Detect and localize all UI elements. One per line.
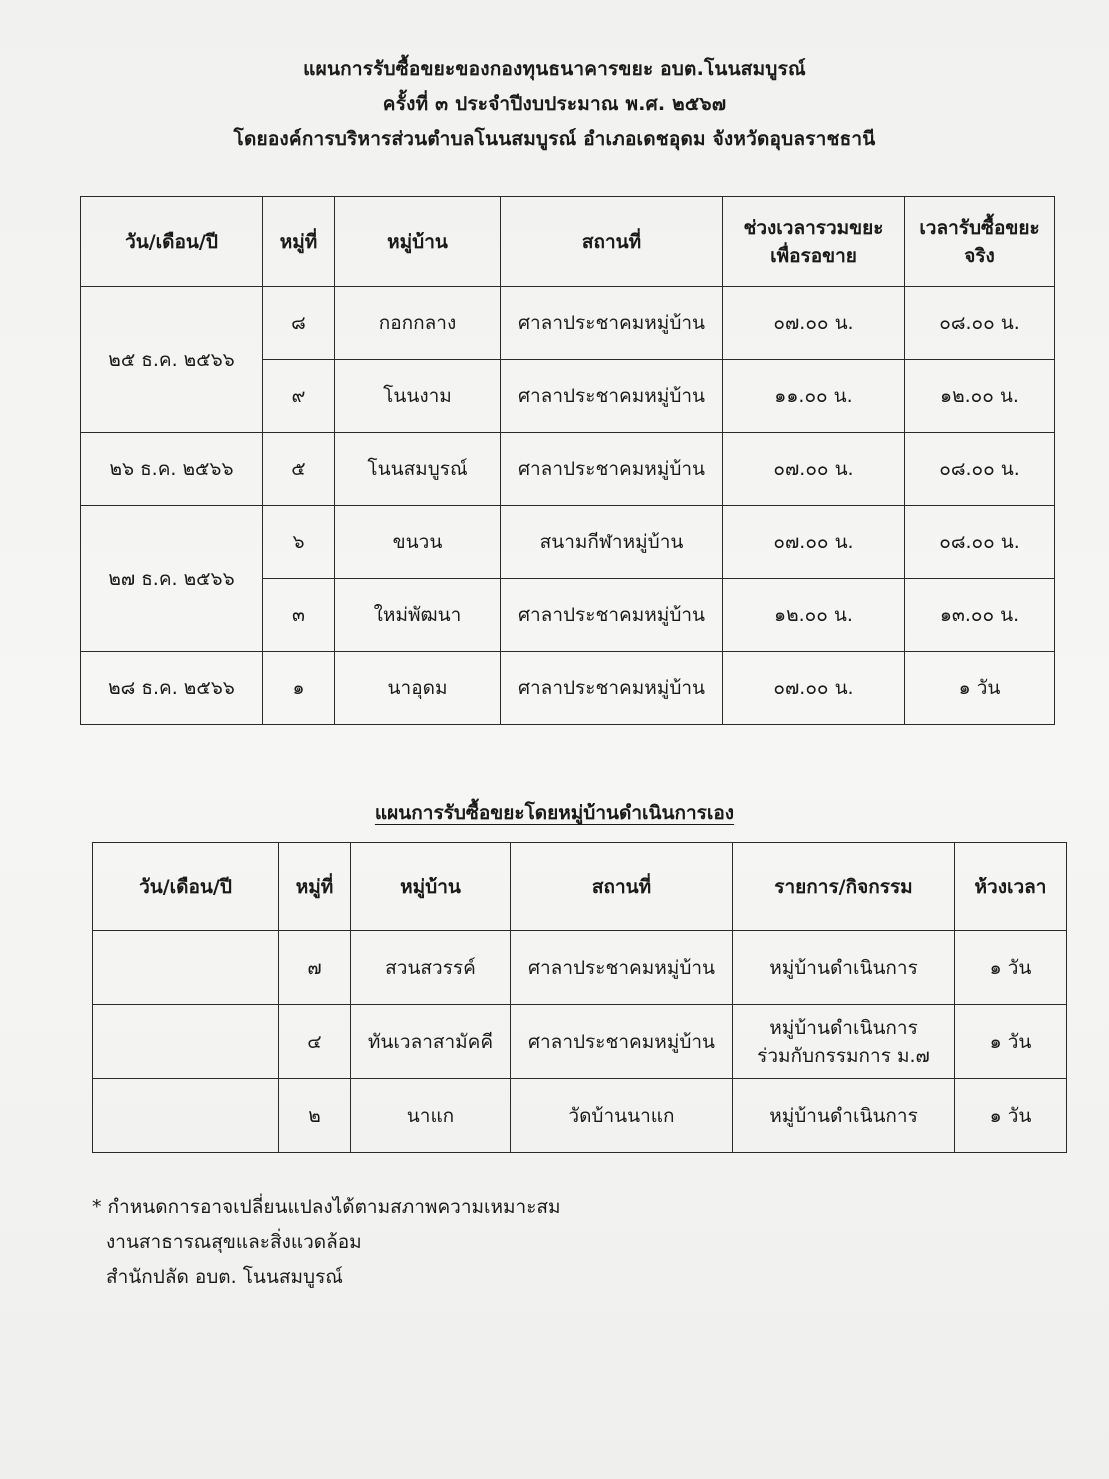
cell-place: ศาลาประชาคมหมู่บ้าน [501, 579, 723, 652]
cell-village: สวนสวรรค์ [351, 931, 511, 1005]
header-collect-time-line1: ช่วงเวลารวมขยะ [743, 216, 884, 239]
header-village: หมู่บ้าน [335, 197, 501, 287]
cell-collect-time: ๐๗.๐๐ น. [723, 287, 905, 360]
purchase-schedule-table [80, 196, 1055, 725]
cell-buy-time: ๐๘.๐๐ น. [905, 506, 1055, 579]
cell-activity: หมู่บ้านดำเนินการ [733, 931, 955, 1005]
cell-date [93, 1079, 279, 1153]
cell-moo: ๖ [263, 506, 335, 579]
cell-place: ศาลาประชาคมหมู่บ้าน [511, 931, 733, 1005]
cell-moo: ๔ [279, 1005, 351, 1079]
table-header-row [81, 197, 1055, 287]
header-place: สถานที่ [501, 197, 723, 287]
cell-village: นาแก [351, 1079, 511, 1153]
cell-place: สนามกีฬาหมู่บ้าน [501, 506, 723, 579]
cell-place: ศาลาประชาคมหมู่บ้าน [501, 360, 723, 433]
header-collect-time [723, 197, 905, 287]
header-moo: หมู่ที่ [279, 843, 351, 931]
cell-moo: ๙ [263, 360, 335, 433]
cell-moo: ๗ [279, 931, 351, 1005]
cell-moo: ๑ [263, 652, 335, 725]
table-header-row [93, 843, 1067, 931]
cell-place: ศาลาประชาคมหมู่บ้าน [501, 652, 723, 725]
header-date: วัน/เดือน/ปี [93, 843, 279, 931]
header-buy-time [905, 197, 1055, 287]
cell-activity [733, 1005, 955, 1079]
title-line-3: โดยองค์การบริหารส่วนตำบลโนนสมบูรณ์ อำเภอเดชอุดม จังหวัดอุบลราชธานี [233, 128, 876, 150]
cell-village: ใหม่พัฒนา [335, 579, 501, 652]
title-line-1: แผนการรับซื้อขยะของกองทุนธนาคารขยะ อบต.โนนสมบูรณ์ [303, 58, 806, 80]
cell-period: ๑ วัน [955, 1079, 1067, 1153]
cell-moo: ๒ [279, 1079, 351, 1153]
title-line-2: ครั้งที่ ๓ ประจำปีงบประมาณ พ.ศ. ๒๕๖๗ [382, 93, 727, 115]
cell-collect-time: ๐๗.๐๐ น. [723, 506, 905, 579]
cell-date [93, 931, 279, 1005]
table-row [81, 506, 1055, 579]
cell-village: ทันเวลาสามัคคี [351, 1005, 511, 1079]
cell-village: นาอุดม [335, 652, 501, 725]
header-buy-time-line2: จริง [964, 244, 995, 267]
cell-village: โนนงาม [335, 360, 501, 433]
footer-office: สำนักปลัด อบต. โนนสมบูรณ์ [106, 1266, 343, 1288]
cell-place: ศาลาประชาคมหมู่บ้าน [501, 433, 723, 506]
section-subtitle: แผนการรับซื้อขยะโดยหมู่บ้านดำเนินการเอง [374, 802, 735, 824]
cell-date [93, 1005, 279, 1079]
cell-date: ๒๕ ธ.ค. ๒๕๖๖ [81, 287, 263, 433]
cell-date: ๒๗ ธ.ค. ๒๕๖๖ [81, 506, 263, 652]
cell-buy-time: ๑๓.๐๐ น. [905, 579, 1055, 652]
cell-period: ๑ วัน [955, 1005, 1067, 1079]
header-collect-time-line2: เพื่อรอขาย [770, 244, 857, 267]
cell-date: ๒๖ ธ.ค. ๒๕๖๖ [81, 433, 263, 506]
table-row [93, 1005, 1067, 1079]
header-village: หมู่บ้าน [351, 843, 511, 931]
cell-buy-time: ๑ วัน [905, 652, 1055, 725]
village-run-table [92, 842, 1067, 1153]
cell-buy-time: ๐๘.๐๐ น. [905, 433, 1055, 506]
header-activity: รายการ/กิจกรรม [733, 843, 955, 931]
footer-note: * กำหนดการอาจเปลี่ยนแปลงได้ตามสภาพความเหมาะสม [92, 1196, 561, 1218]
table-row [93, 931, 1067, 1005]
header-buy-time-line1: เวลารับซื้อขยะ [919, 216, 1040, 239]
cell-collect-time: ๐๗.๐๐ น. [723, 433, 905, 506]
cell-activity-line2: ร่วมกับกรรมการ ม.๗ [757, 1044, 930, 1067]
cell-collect-time: ๐๗.๐๐ น. [723, 652, 905, 725]
cell-buy-time: ๑๒.๐๐ น. [905, 360, 1055, 433]
header-moo: หมู่ที่ [263, 197, 335, 287]
cell-collect-time: ๑๒.๐๐ น. [723, 579, 905, 652]
document-footer [92, 1190, 561, 1295]
cell-place: ศาลาประชาคมหมู่บ้าน [511, 1005, 733, 1079]
cell-moo: ๕ [263, 433, 335, 506]
footer-department: งานสาธารณสุขและสิ่งแวดล้อม [106, 1231, 362, 1253]
cell-period: ๑ วัน [955, 931, 1067, 1005]
cell-moo: ๓ [263, 579, 335, 652]
cell-buy-time: ๐๘.๐๐ น. [905, 287, 1055, 360]
cell-village: กอกกลาง [335, 287, 501, 360]
table-row [81, 287, 1055, 360]
header-period: ห้วงเวลา [955, 843, 1067, 931]
cell-village: โนนสมบูรณ์ [335, 433, 501, 506]
header-date: วัน/เดือน/ปี [81, 197, 263, 287]
cell-date: ๒๘ ธ.ค. ๒๕๖๖ [81, 652, 263, 725]
header-place: สถานที่ [511, 843, 733, 931]
table-row [81, 652, 1055, 725]
cell-village: ขนวน [335, 506, 501, 579]
cell-collect-time: ๑๑.๐๐ น. [723, 360, 905, 433]
document-header [0, 52, 1109, 157]
cell-activity-line1: หมู่บ้านดำเนินการ [769, 1016, 918, 1039]
cell-place: ศาลาประชาคมหมู่บ้าน [501, 287, 723, 360]
cell-moo: ๘ [263, 287, 335, 360]
table-row [93, 1079, 1067, 1153]
cell-activity: หมู่บ้านดำเนินการ [733, 1079, 955, 1153]
table-row [81, 433, 1055, 506]
cell-place: วัดบ้านนาแก [511, 1079, 733, 1153]
